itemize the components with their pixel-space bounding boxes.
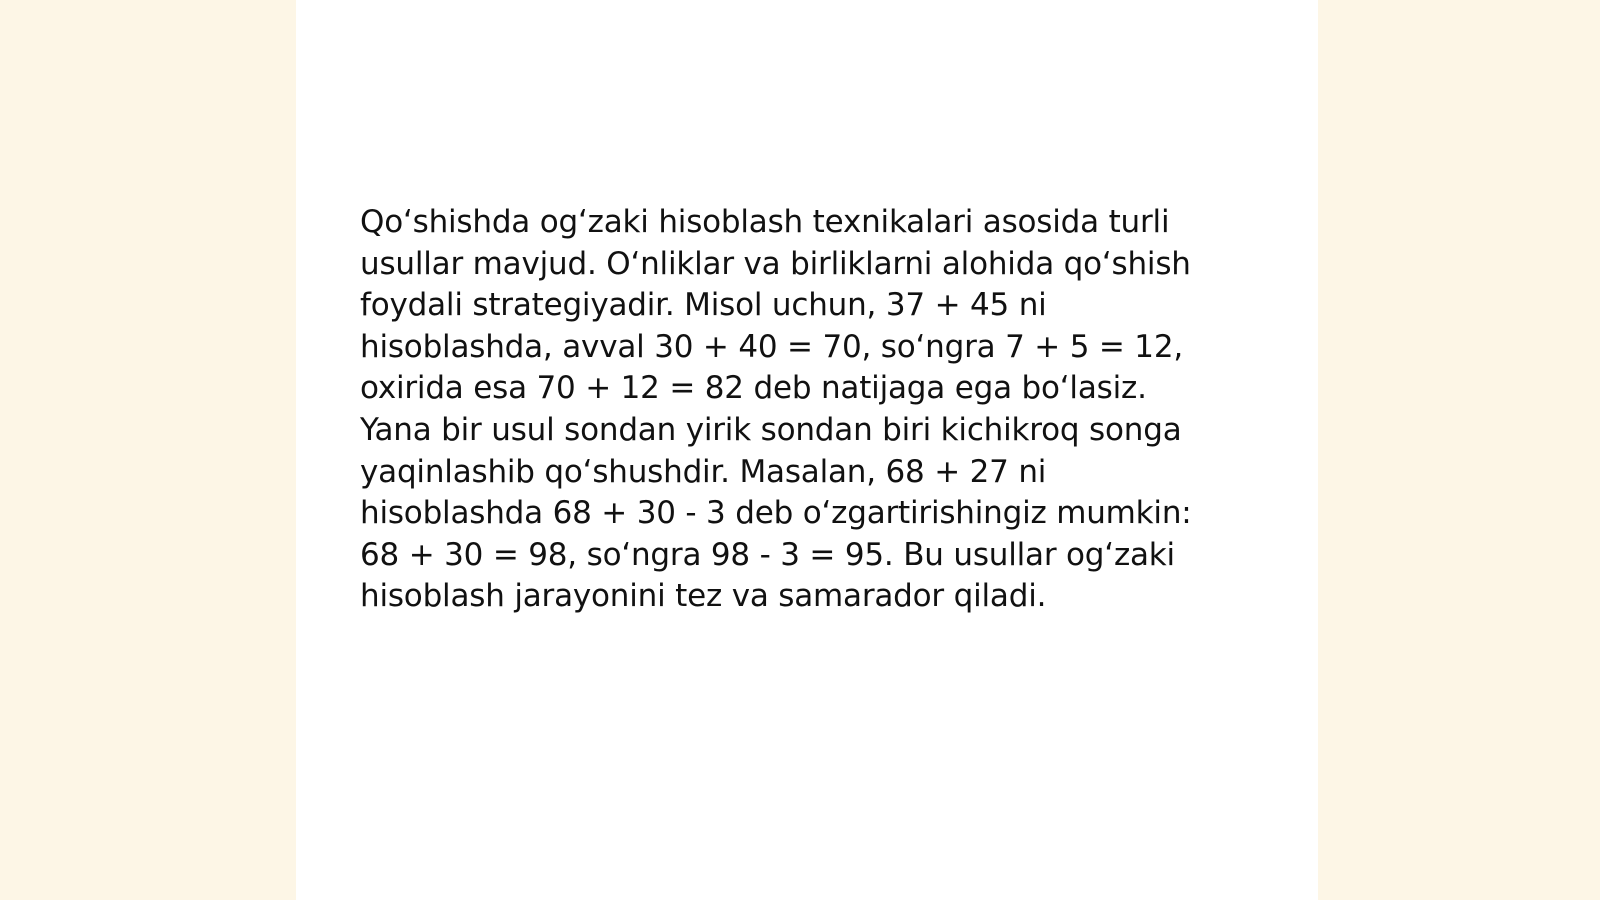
slide (296, 0, 1318, 900)
text-line: hisoblash jarayonini tez va samarador qiladi. (360, 578, 1047, 615)
text-line: Yana bir usul sondan yirik sondan biri kichikroq songa (360, 411, 1182, 448)
text-line: hisoblashda, avval 30 + 40 = 70, so‘ngra 7 + 5 = 12, (360, 328, 1184, 365)
text-line: 68 + 30 = 98, so‘ngra 98 - 3 = 95. Bu usullar og‘zaki (360, 536, 1175, 573)
text-line: usullar mavjud. O‘nliklar va birliklarni alohida qo‘shish (360, 245, 1191, 282)
text-line: oxirida esa 70 + 12 = 82 deb natijaga ega bo‘lasiz. (360, 370, 1147, 407)
text-line: foydali strategiyadir. Misol uchun, 37 + 45 ni (360, 287, 1047, 324)
slide-body-text (360, 202, 1260, 618)
text-line: hisoblashda 68 + 30 - 3 deb o‘zgartirishingiz mumkin: (360, 495, 1192, 532)
text-line: Qo‘shishda og‘zaki hisoblash texnikalari asosida turli (360, 204, 1170, 240)
text-line: yaqinlashib qo‘shushdir. Masalan, 68 + 27 ni (360, 453, 1047, 490)
